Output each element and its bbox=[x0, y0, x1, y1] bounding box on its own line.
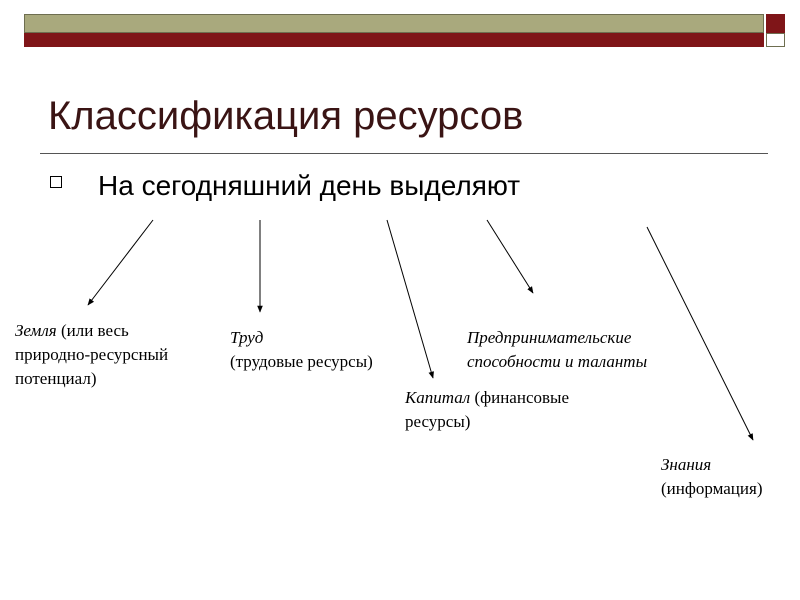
resource-label-land bbox=[15, 319, 168, 391]
resource-line: природно-ресурсный bbox=[15, 345, 169, 364]
resource-name: Капитал bbox=[405, 388, 471, 407]
resource-line: способности и таланты bbox=[467, 352, 648, 371]
resource-line: ресурсы) bbox=[405, 412, 471, 431]
arrow-to-knowledge bbox=[647, 227, 753, 440]
resource-name: Знания bbox=[661, 455, 712, 474]
arrow-to-land bbox=[88, 220, 153, 305]
slide-subtitle: На сегодняшний день выделяют bbox=[98, 170, 521, 201]
slide-title: Классификация ресурсов bbox=[48, 94, 524, 138]
resource-line: (информация) bbox=[661, 479, 763, 498]
resource-line: (трудовые ресурсы) bbox=[230, 352, 373, 371]
resource-label-labor bbox=[230, 326, 373, 374]
resource-name: Предпринимательские bbox=[467, 328, 632, 347]
arrow-to-entrepreneurship bbox=[487, 220, 533, 293]
arrow-to-capital bbox=[387, 220, 433, 378]
resource-label-entrepreneurship bbox=[467, 326, 647, 374]
resource-note: (или весь bbox=[56, 321, 129, 340]
resource-label-capital bbox=[405, 386, 569, 434]
resource-label-knowledge bbox=[661, 453, 762, 501]
resource-name: Труд bbox=[230, 328, 264, 347]
resource-note: (финансовые bbox=[470, 388, 569, 407]
resource-name: Земля bbox=[15, 321, 57, 340]
resource-line: потенциал) bbox=[15, 369, 97, 388]
